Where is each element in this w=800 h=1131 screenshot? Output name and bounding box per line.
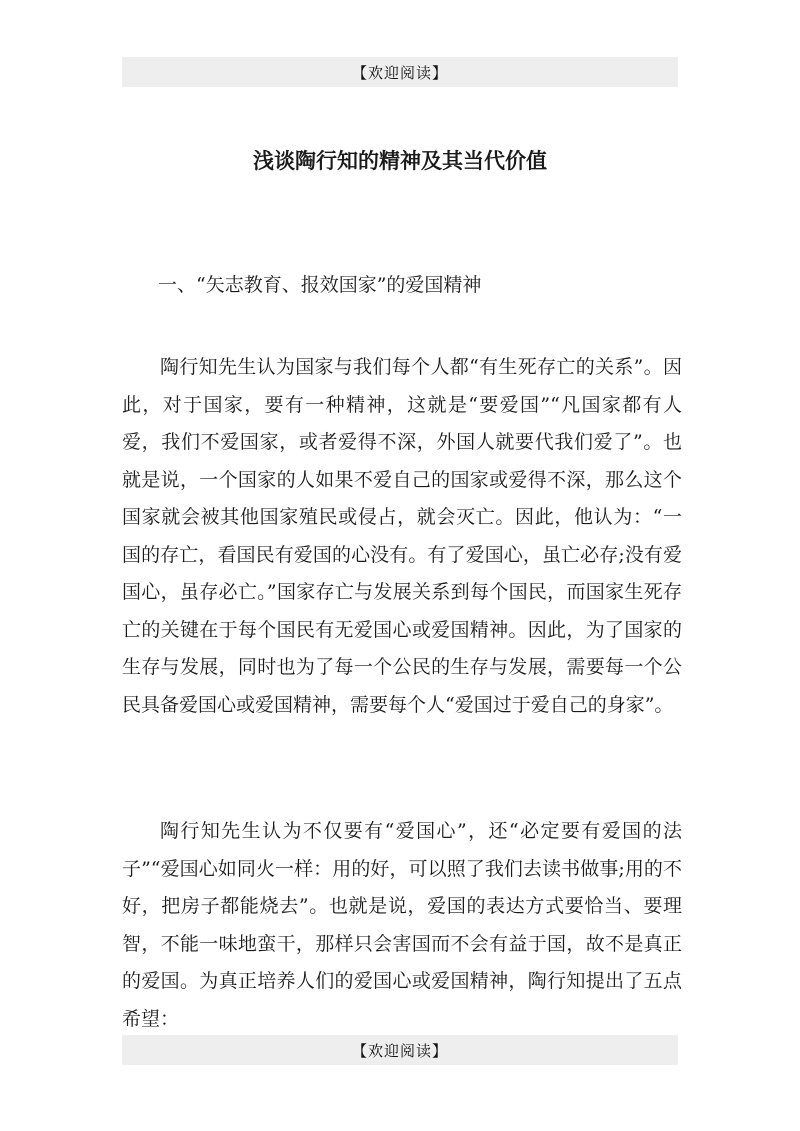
body-paragraph: 陶行知先生认为国家与我们每个人都“有生死存亡的关系”。因此，对于国家，要有一种精神，这就是“要爱国”“凡国家都有人爱，我们不爱国家，或者爱得不深，外国人就要代我们爱了”。也就是说，一个国家的人如果不爱自己的国家或爱得不深，那么这个国家就会被其他国家殖民或侵占，就会灭亡。因此，他认为：“一国的存亡，看国民有爱国的心没有。有了爱国心，虽亡必存;没有爱国心，虽存必亡。”国家存亡与发展关系到每个国民，而国家生死存亡的关键在于每个国民有无爱国心或爱国精神。因此，为了国家的生存与发展，同时也为了每一个公民的生存与发展，需要每一个公民具备爱国心或爱国精神，需要每个人“爱国过于爱自己的身家”。 xyxy=(122,356,682,716)
header-banner: 【欢迎阅读】 xyxy=(122,57,678,87)
footer-banner: 【欢迎阅读】 xyxy=(122,1035,678,1065)
body-paragraph: 陶行知先生认为不仅要有“爱国心”，还“必定要有爱国的法子”“爱国心如同火一样：用的好，可以照了我们去读书做事;用的不好，把房子都能烧去”。也就是说，爱国的表达方式要恰当、要理智，不能一味地蛮干，那样只会害国而不会有益于国，故不是真正的爱国。为真正培养人们的爱国心或爱国精神，陶行知提出了五点希望： xyxy=(122,820,682,1030)
document-title: 浅谈陶行知的精神及其当代价值 xyxy=(253,148,547,173)
section-heading: 一、“矢志教育、报效国家”的爱国精神 xyxy=(158,274,482,296)
